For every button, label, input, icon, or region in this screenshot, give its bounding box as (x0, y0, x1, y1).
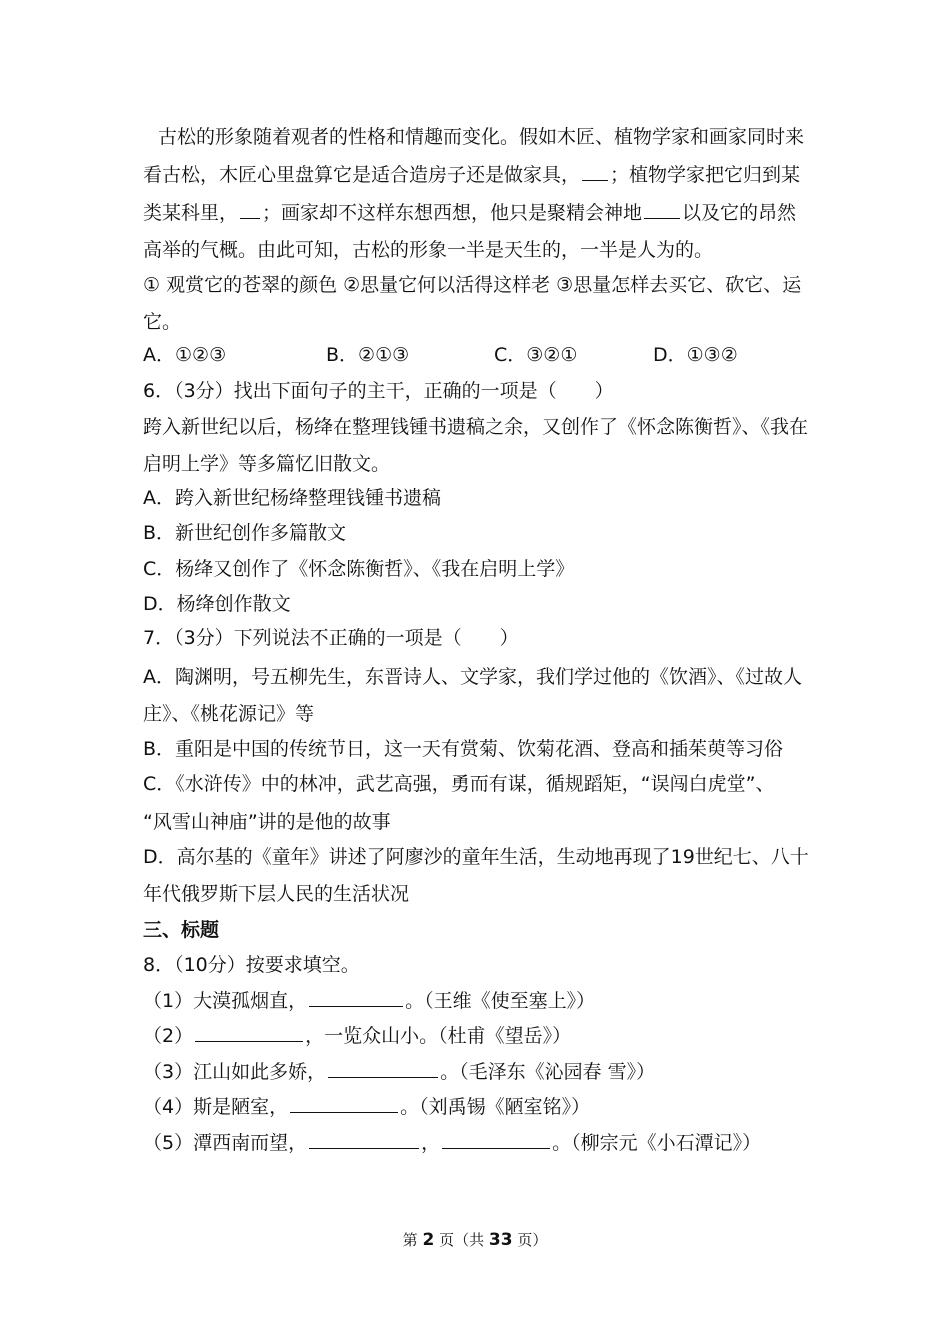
section-heading: 三、标题 (143, 919, 220, 941)
q5-options (143, 343, 763, 367)
q5-option-b: B．②①③ (326, 344, 410, 366)
blank-1 (582, 162, 608, 181)
q7-option-c-line-2: “风雪山神庙”讲的是他的故事 (143, 811, 391, 833)
q6-option-d: D．杨绛创作散文 (143, 593, 291, 615)
passage-line-6: 它。 (143, 311, 182, 333)
q5-option-c: C．③②① (494, 344, 578, 366)
q8-blank-2 (195, 1023, 303, 1042)
q6-stem: 6．（3分）找出下面句子的主干，正确的一项是（ ） (143, 380, 614, 402)
q5-option-a: A．①②③ (143, 344, 227, 366)
q8-item-2: （2） ，一览众山小。（杜甫《望岳》） (143, 1025, 572, 1047)
q7-option-a-line-2: 庄》、《桃花源记》等 (143, 703, 315, 725)
q8-blank-4 (290, 1094, 398, 1113)
q6-option-c: C．杨绛又创作了《怀念陈衡哲》、《我在启明上学》 (143, 558, 575, 580)
q8-blank-5b (442, 1130, 550, 1149)
passage-line-4: 高举的气概。由此可知，古松的形象一半是天生的，一半是人为的。 (143, 239, 714, 261)
q6-option-b: B．新世纪创作多篇散文 (143, 522, 347, 544)
q6-option-a: A．跨入新世纪杨绛整理钱锺书遗稿 (143, 487, 441, 509)
q8-item-1: （1）大漠孤烟直， 。（王维《使至塞上》） (143, 990, 596, 1012)
q7-option-a-line-1: A．陶渊明，号五柳先生，东晋诗人、文学家，我们学过他的《饮酒》、《过故人 (143, 666, 802, 688)
blank-2 (240, 200, 260, 219)
passage-line-2: 看古松，木匠心里盘算它是适合造房子还是做家具， ；植物学家把它归到某 (143, 164, 801, 186)
q7-option-d-line-2: 年代俄罗斯下层人民的生活状况 (143, 883, 410, 905)
q8-item-3: （3）江山如此多娇， 。（毛泽东《沁园春 雪》） (143, 1061, 656, 1083)
page-number: 2 (422, 1230, 435, 1250)
q7-option-b: B．重阳是中国的传统节日，这一天有赏菊、饮菊花酒、登高和插茱萸等习俗 (143, 738, 784, 760)
q8-blank-5a (309, 1130, 419, 1149)
passage-line-5: ① 观赏它的苍翠的颜色 ②思量它何以活得这样老 ③思量怎样去买它、砍它、运 (143, 274, 802, 296)
q7-stem: 7．（3分）下列说法不正确的一项是（ ） (143, 627, 519, 649)
q8-item-5: （5）潭西南而望， ， 。（柳宗元《小石潭记》） (143, 1132, 762, 1154)
q6-sentence-line-1: 跨入新世纪以后，杨绛在整理钱锺书遗稿之余，又创作了《怀念陈衡哲》、《我在 (143, 416, 809, 438)
q8-stem: 8．（10分）按要求填空。 (143, 954, 360, 976)
page-footer: 第 2 页（共 33 页） (402, 1230, 548, 1250)
passage-line-3: 类某科里， ；画家却不这样东想西想，他只是聚精会神地 以及它的昂然 (143, 202, 797, 224)
q8-item-4: （4）斯是陋室， 。（刘禹锡《陋室铭》） (143, 1096, 591, 1118)
total-pages: 33 (488, 1230, 513, 1250)
q6-sentence-line-2: 启明上学》等多篇忆旧散文。 (143, 453, 391, 475)
blank-3 (644, 200, 680, 219)
q8-blank-3 (328, 1059, 438, 1078)
q7-option-c-line-1: C．《水浒传》中的林冲，武艺高强，勇而有谋，循规蹈矩，“误闯白虎堂”、 (143, 773, 775, 795)
q7-option-d-line-1: D．高尔基的《童年》讲述了阿廖沙的童年生活，生动地再现了19世纪七、八十 (143, 846, 809, 868)
q5-option-d: D．①③② (653, 344, 738, 366)
q8-blank-1 (309, 988, 403, 1007)
passage-line-1: 古松的形象随着观者的性格和情趣而变化。假如木匠、植物学家和画家同时来 (158, 126, 805, 148)
